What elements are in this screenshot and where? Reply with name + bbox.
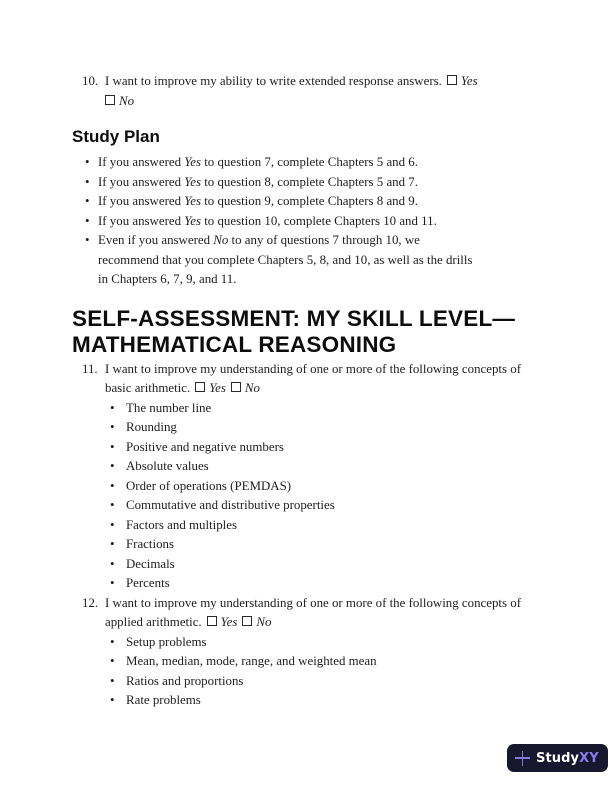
emphasis-text: Yes bbox=[184, 194, 201, 208]
concept-item: • Order of operations (PEMDAS) bbox=[105, 477, 550, 497]
text-segment: If you answered bbox=[98, 174, 185, 189]
question-11-text bbox=[105, 360, 550, 594]
concept-item: • Absolute values bbox=[105, 457, 550, 477]
concept-item: • Setup problems bbox=[105, 633, 550, 653]
question-11-no-checkbox-icon[interactable] bbox=[231, 382, 241, 392]
plus-icon bbox=[515, 751, 530, 766]
text-segment: to question 9, complete Chapters 8 and 9. bbox=[201, 194, 418, 208]
applied-arithmetic-concepts-list bbox=[105, 633, 550, 711]
study-plan-item bbox=[72, 231, 550, 290]
concept-item: • Fractions bbox=[105, 535, 550, 555]
no-label: No bbox=[256, 615, 272, 629]
text-segment: Even if you answered bbox=[98, 233, 214, 247]
studyxy-logo bbox=[507, 744, 608, 772]
study-plan-list bbox=[72, 153, 550, 290]
question-10-text bbox=[105, 72, 550, 111]
brand-study-text: Study bbox=[536, 750, 580, 766]
question-12-number: 12. bbox=[82, 595, 99, 610]
concept-item: • Rounding bbox=[105, 418, 550, 438]
question-10-yes-checkbox-icon[interactable] bbox=[447, 75, 457, 85]
emphasis-text: No bbox=[213, 233, 229, 247]
study-plan-heading: Study Plan bbox=[72, 127, 160, 146]
text-segment: If you answered bbox=[98, 194, 185, 208]
question-11-yes-checkbox-icon[interactable] bbox=[195, 382, 205, 392]
concept-item: • The number line bbox=[105, 399, 550, 419]
question-10 bbox=[72, 72, 550, 111]
basic-arithmetic-concepts-list bbox=[105, 399, 550, 594]
question-10-number: 10. bbox=[82, 74, 99, 88]
text-segment: recommend that you complete Chapters 5, 8, and 10, as well as the drills bbox=[98, 252, 473, 267]
question-11-number: 11. bbox=[82, 361, 98, 376]
concept-item: • Positive and negative numbers bbox=[105, 438, 550, 458]
question-12 bbox=[72, 594, 550, 711]
question-12-yes-checkbox-icon[interactable] bbox=[207, 616, 217, 626]
question-12-statement: I want to improve my understanding of one or more of the following concepts of applied arithmetic. bbox=[105, 595, 521, 629]
emphasis-text: Yes bbox=[184, 213, 201, 228]
text-segment: If you answered bbox=[98, 155, 185, 169]
brand-xy-text: XY bbox=[579, 750, 599, 766]
text-segment: to question 7, complete Chapters 5 and 6. bbox=[201, 155, 418, 169]
yes-label: Yes bbox=[460, 74, 478, 88]
emphasis-text: Yes bbox=[184, 174, 201, 189]
question-10-statement: I want to improve my ability to write extended response answers. bbox=[105, 74, 442, 88]
text-segment: If you answered bbox=[98, 213, 185, 228]
study-plan-item bbox=[72, 212, 550, 232]
no-label: No bbox=[244, 381, 260, 395]
question-12-no-checkbox-icon[interactable] bbox=[242, 616, 252, 626]
study-plan-item bbox=[72, 173, 550, 193]
emphasis-text: Yes bbox=[184, 155, 201, 169]
study-plan-item bbox=[72, 192, 550, 212]
yes-label: Yes bbox=[209, 381, 226, 395]
brand-wordmark bbox=[536, 751, 599, 766]
text-segment: to question 10, complete Chapters 10 and 11. bbox=[201, 213, 437, 228]
yes-label: Yes bbox=[220, 615, 238, 629]
text-segment: to question 8, complete Chapters 5 and 7. bbox=[201, 174, 418, 189]
text-segment: in Chapters 6, 7, 9, and 11. bbox=[98, 272, 237, 286]
question-11 bbox=[72, 360, 550, 594]
concept-item: • Decimals bbox=[105, 555, 550, 575]
section-heading: SELF-ASSESSMENT: MY SKILL LEVEL—MATHEMATICAL REASONING bbox=[72, 305, 516, 357]
concept-item: • Factors and multiples bbox=[105, 516, 550, 536]
question-10-no-checkbox-icon[interactable] bbox=[105, 95, 115, 105]
page-content bbox=[72, 0, 550, 711]
no-label: No bbox=[119, 93, 135, 108]
text-segment: to any of questions 7 through 10, we bbox=[228, 233, 420, 247]
concept-item: • Commutative and distributive properties bbox=[105, 496, 550, 516]
concept-item: • Percents bbox=[105, 574, 550, 594]
question-12-text bbox=[105, 594, 550, 711]
question-11-statement: I want to improve my understanding of one or more of the following concepts of basic arithmetic. bbox=[105, 361, 521, 395]
concept-item: • Rate problems bbox=[105, 691, 550, 711]
concept-item: • Ratios and proportions bbox=[105, 672, 550, 692]
concept-item: • Mean, median, mode, range, and weighted mean bbox=[105, 652, 550, 672]
study-plan-item bbox=[72, 153, 550, 173]
